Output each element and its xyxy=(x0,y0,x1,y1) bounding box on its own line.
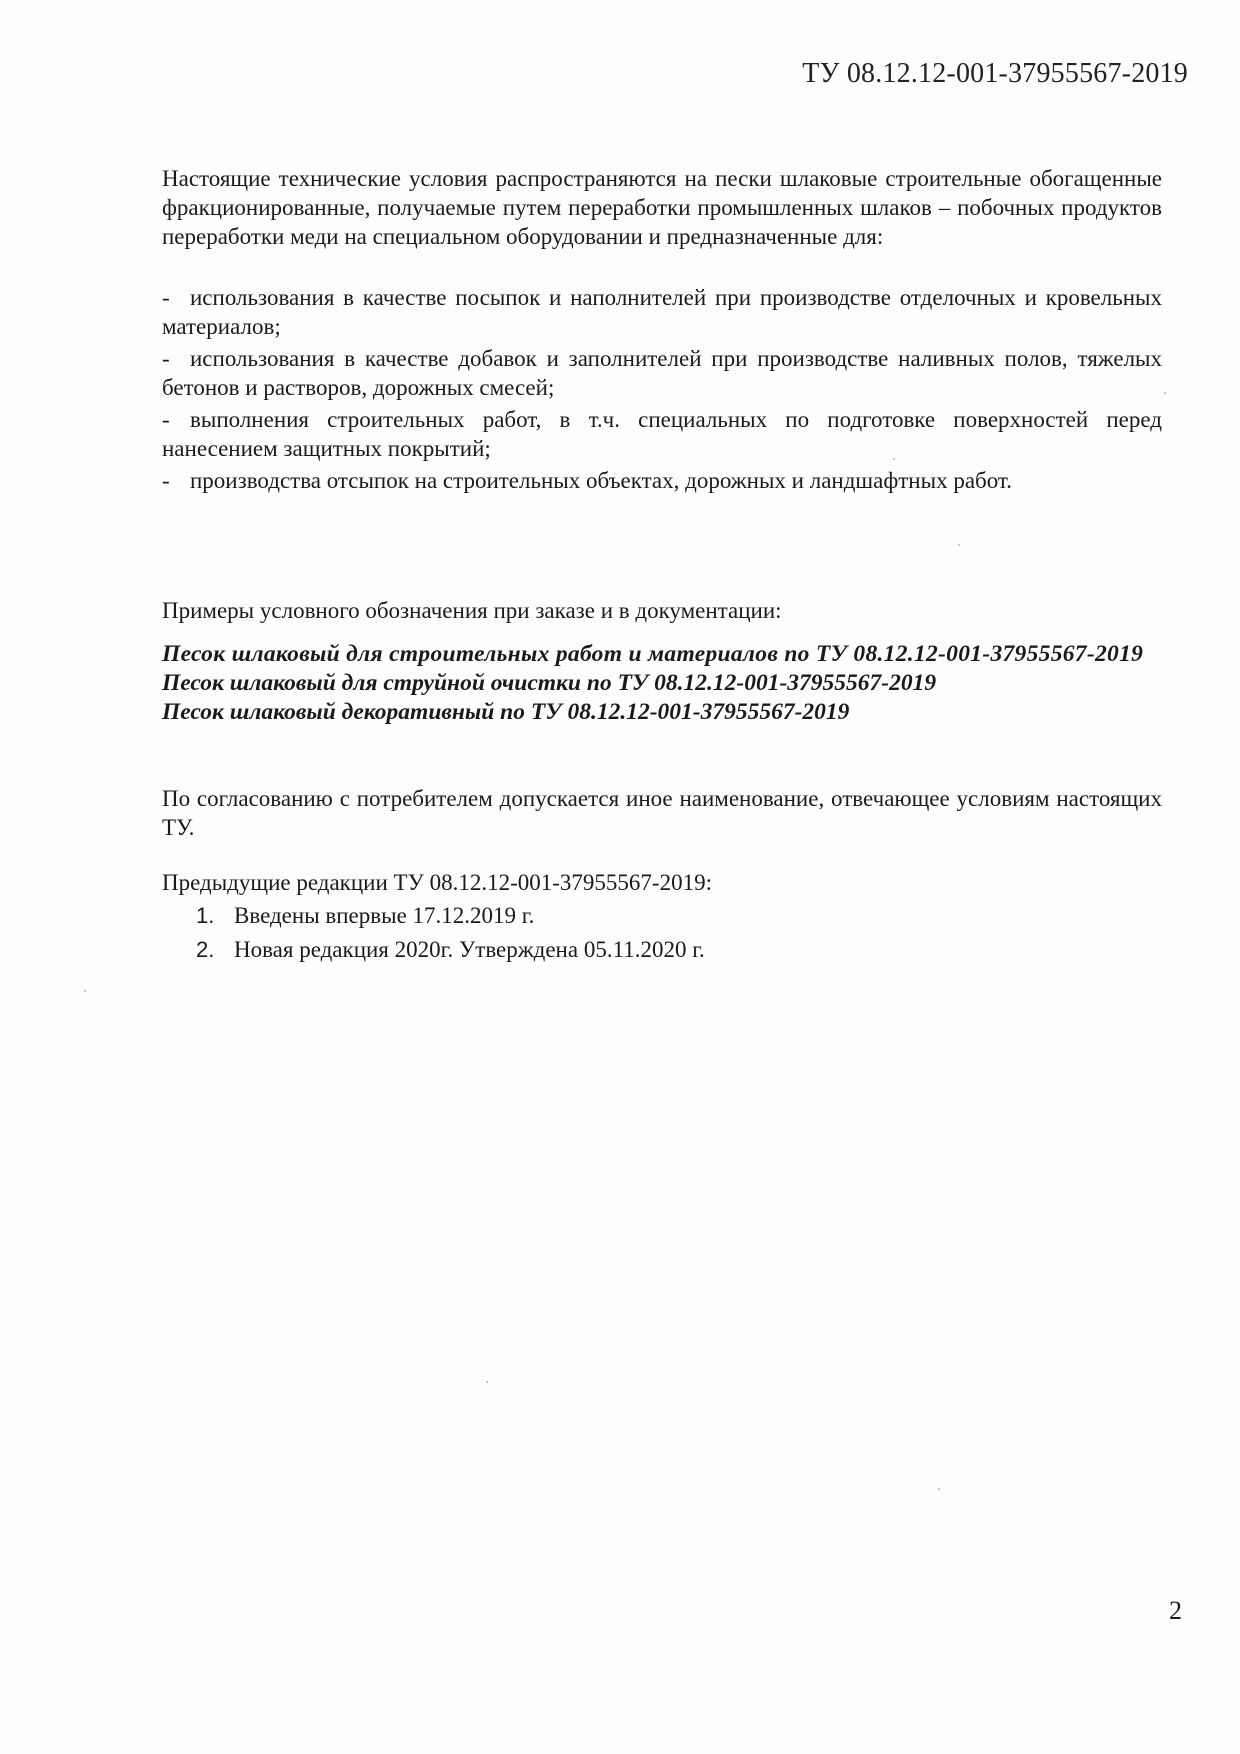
list-item xyxy=(162,283,1162,341)
list-item xyxy=(162,405,1162,463)
bullet-dash: - xyxy=(162,285,170,310)
agreement-paragraph: По согласованию с потребителем допускается иное наименование, отвечающее условиям настоящих ТУ. xyxy=(162,786,1162,840)
list-item-number: 2. xyxy=(196,937,215,962)
scan-speck xyxy=(486,1381,488,1383)
list-item xyxy=(162,344,1162,402)
example-designation: Песок шлаковый для строительных работ и материалов по ТУ 08.12.12-001-37955567-2019 xyxy=(162,641,1144,667)
examples-heading: Примеры условного обозначения при заказе и в документации: xyxy=(162,598,782,623)
bullet-dash: - xyxy=(162,346,170,371)
list-item-text: выполнения строительных работ, в т.ч. специальных по подготовке поверхностей перед нанесением защитных покрытий; xyxy=(162,407,1162,461)
scan-speck xyxy=(1164,392,1166,394)
scan-speck xyxy=(958,544,960,546)
examples-list xyxy=(162,640,1162,727)
list-item-text: Введены впервые 17.12.2019 г. xyxy=(234,903,535,928)
list-item-text: использования в качестве добавок и заполнителей при производстве наливных полов, тяжелых бетонов и растворов, дорожных смесей; xyxy=(162,346,1162,400)
previous-editions-list xyxy=(196,900,705,968)
scan-speck xyxy=(938,1488,940,1490)
page-number: 2 xyxy=(1169,1596,1182,1625)
purpose-list xyxy=(162,283,1162,498)
list-item xyxy=(162,466,1162,495)
bullet-dash: - xyxy=(162,468,170,493)
intro-paragraph: Настоящие технические условия распространяются на пески шлаковые строительные обогащенные фракционированные, получаемые путем переработки промышленных шлаков – побочных продуктов переработки меди на специальном оборудовании и предназначенные для: xyxy=(162,166,1162,249)
list-item xyxy=(196,900,705,932)
list-item-text: Новая редакция 2020г. Утверждена 05.11.2020 г. xyxy=(234,937,705,962)
bullet-dash: - xyxy=(162,407,170,432)
list-item-text: использования в качестве посыпок и наполнителей при производстве отделочных и кровельных материалов; xyxy=(162,285,1162,339)
example-designation: Песок шлаковый для струйной очистки по ТУ 08.12.12-001-37955567-2019 xyxy=(162,670,937,696)
list-item-text: производства отсыпок на строительных объектах, дорожных и ландшафтных работ. xyxy=(190,468,1012,493)
previous-editions-heading: Предыдущие редакции ТУ 08.12.12-001-37955567-2019: xyxy=(162,870,712,895)
list-item-number: 1. xyxy=(196,903,215,928)
list-item xyxy=(196,934,705,966)
document-code: ТУ 08.12.12-001-37955567-2019 xyxy=(802,58,1188,89)
example-designation: Песок шлаковый декоративный по ТУ 08.12.12-001-37955567-2019 xyxy=(162,699,850,725)
scan-speck xyxy=(893,458,895,460)
scan-speck xyxy=(84,990,86,992)
